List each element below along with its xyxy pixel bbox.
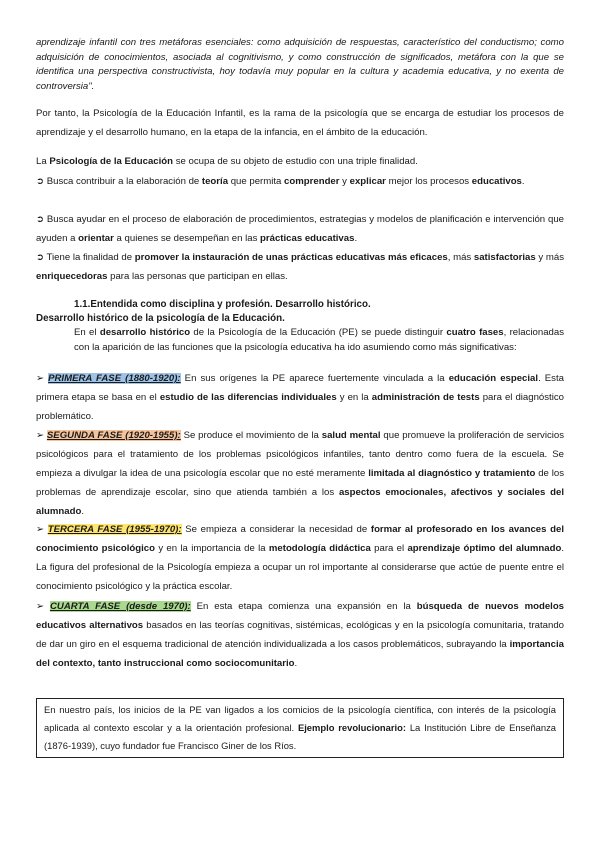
phase-item: ➢ SEGUNDA FASE (1920-1955): Se produce el movimiento de la salud mental que promueve la proliferación de servicios psicológicos para el tratamiento de los problemas psicológicos infantiles, tanto dentro como fuera de la escuela. Se empieza a divulgar la idea de una psicología escolar que no esté meramente limitada al diagnóstico y tratamiento de los problemas de aprendizaje escolar, sino que atienda también a los aspectos emocionales, afectivos y sociales del alumnado. [36, 430, 565, 517]
arrow-icon: ➢ [36, 373, 45, 384]
bullet-item: ➲ Busca ayudar en el proceso de elaboración de procedimientos, estrategias y modelos de planificación e intervención que ayuden a orientar a quienes se desempeñan en las prácticas educativas. [36, 214, 564, 244]
bullet-arrow-icon: ➲ [36, 252, 45, 263]
bullet-item: ➲ Tiene la finalidad de promover la instauración de unas prácticas educativas más eficaces, más satisfactorias y más enriquecedoras para las personas que participan en ellas. [36, 252, 564, 282]
phase-label: PRIMERA FASE (1880-1920): [48, 373, 181, 384]
phase-item: ➢ PRIMERA FASE (1880-1920): En sus orígenes la PE aparece fuertemente vinculada a la educación especial. Esta primera etapa se basa en el estudio de las diferencias individuales y en la administración de tests para el diagnóstico problemático. [36, 373, 564, 422]
arrow-icon: ➢ [36, 524, 45, 535]
intro-italic-paragraph: aprendizaje infantil con tres metáforas esenciales: como adquisición de respuestas, característico del conductismo; como adquisición de conocimientos, asociada al cognitivismo, y como construcción de significados, metáfora con la que se identifica una perspectiva constructivista, hoy todavía muy popular en la cultura y academia educativa, y no exenta de controversia". [36, 37, 564, 92]
bullet-arrow-icon: ➲ [36, 214, 45, 225]
subsection-heading: Desarrollo histórico de la psicología de la Educación. [36, 313, 285, 324]
section-heading: 1.1.Entendida como disciplina y profesión. Desarrollo histórico. [74, 299, 371, 310]
history-intro-paragraph: En el desarrollo histórico de la Psicología de la Educación (PE) se puede distinguir cuatro fases, relacionadas con la aparición de las funciones que la psicología educativa ha ido asumiendo como más significativas: [74, 327, 565, 353]
definition-paragraph: Por tanto, la Psicología de la Educación Infantil, es la rama de la psicología que se encarga de estudiar los procesos de aprendizaje y el desarrollo humano, en la etapa de la infancia, en el ámbito de la educación. [36, 108, 564, 138]
phase-item: ➢ TERCERA FASE (1955-1970): Se empieza a considerar la necesidad de formar al profesorado en los avances del conocimiento psicológico y en la importancia de la metodología didáctica para el aprendizaje óptimo del alumnado. La figura del profesional de la Psicología empieza a ocupar un rol importante al considerarse que actúe de puente entre el conocimiento psicológico y la práctica escolar. [36, 524, 564, 592]
phase-label: SEGUNDA FASE (1920-1955): [46, 430, 181, 441]
historical-note-box: En nuestro país, los inicios de la PE van ligados a los comicios de la psicología científica, con interés de la psicología aplicada al contexto escolar y a la orientación profesional. Ejemplo revolucionario: La Institución Libre de Enseñanza (1876-1939), cuyo fundador fue Francisco Giner de los Ríos. [36, 698, 564, 758]
phase-item: ➢ CUARTA FASE (desde 1970): En esta etapa comienza una expansión en la búsqueda de nuevos modelos educativos alternativos basados en las teorías cognitivas, sistémicas, ecológicas y en la psicología comunitaria, tratando de dar un giro en el esquema tradicional de atención individualizada a los casos problemáticos, subrayando la importancia del contexto, tanto instruccional como sociocomunitario. [36, 601, 565, 669]
arrow-icon: ➢ [36, 430, 45, 441]
phase-label: CUARTA FASE (desde 1970): [49, 601, 191, 612]
finalidad-paragraph: La Psicología de la Educación se ocupa de su objeto de estudio con una triple finalidad. [36, 156, 418, 167]
arrow-icon: ➢ [36, 601, 45, 612]
bullet-arrow-icon: ➲ [36, 176, 45, 187]
phase-label: TERCERA FASE (1955-1970): [47, 524, 182, 535]
bullet-item: ➲ Busca contribuir a la elaboración de teoría que permita comprender y explicar mejor los procesos educativos. [36, 176, 525, 187]
